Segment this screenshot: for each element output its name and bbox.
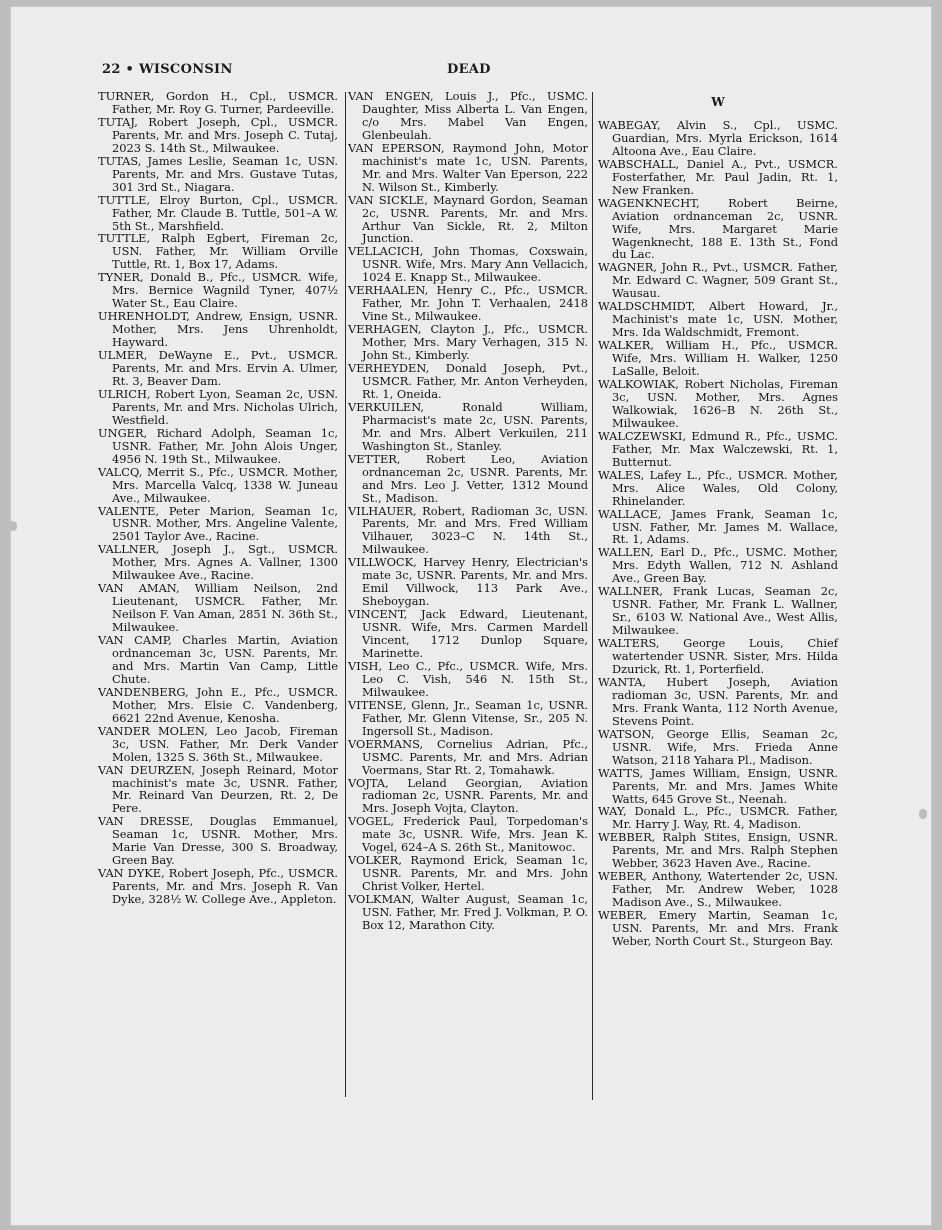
- casualty-entry: WALES, Lafey L., Pfc., USMCR. Mother, Mrs. Alice Wales, Old Colony, Rhinelander.: [598, 467, 838, 508]
- casualty-entry: VAN AMAN, William Neilson, 2nd Lieutenant, USMCR. Father, Mr. Neilson F. Van Aman, 2851 N. 36th St., Milwaukee.: [98, 581, 338, 635]
- casualty-entry: VINCENT, Jack Edward, Lieutenant, USNR. Wife, Mrs. Carmen Mardell Vincent, 1712 Dunlop Square, Marinette.: [348, 607, 588, 660]
- casualty-entry: VERHAALEN, Henry C., Pfc., USMCR. Father, Mr. John T. Verhaalen, 2418 Vine St., Milwaukee.: [348, 283, 588, 324]
- casualty-entry: WALDSCHMIDT, Albert Howard, Jr., Machinist's mate 1c, USN. Mother, Mrs. Ida Waldschmidt, Fremont.: [598, 299, 838, 340]
- column-divider: [592, 92, 593, 1100]
- casualty-entry: WATSON, George Ellis, Seaman 2c, USNR. Wife, Mrs. Frieda Anne Watson, 2118 Yahara Pl., Madison.: [598, 726, 838, 767]
- casualty-entry: WAGNER, John R., Pvt., USMCR. Father, Mr. Edward C. Wagner, 509 Grant St., Wausau.: [598, 260, 838, 301]
- casualty-entry: VOGEL, Frederick Paul, Torpedoman's mate 3c, USNR. Wife, Mrs. Jean K. Vogel, 624–A S. 26th St., Manitowoc.: [348, 814, 588, 855]
- casualty-entry: UNGER, Richard Adolph, Seaman 1c, USNR. Father, Mr. John Alois Unger, 4956 N. 19th St., Milwaukee.: [98, 425, 338, 466]
- casualty-entry: ULMER, DeWayne E., Pvt., USMCR. Parents, Mr. and Mrs. Ervin A. Ulmer, Rt. 3, Beaver Dam.: [98, 348, 338, 388]
- casualty-entry: WALCZEWSKI, Edmund R., Pfc., USMC. Father, Mr. Max Walczewski, Rt. 1, Butternut.: [598, 428, 838, 469]
- casualty-entry: WABSCHALL, Daniel A., Pvt., USMCR. Fosterfather, Mr. Paul Jadin, Rt. 1, New Franken.: [598, 156, 838, 197]
- casualty-entry: VITENSE, Glenn, Jr., Seaman 1c, USNR. Father, Mr. Glenn Vitense, Sr., 205 N. Ingersoll St., Madison.: [348, 697, 588, 738]
- casualty-entry: VANDENBERG, John E., Pfc., USMCR. Mother, Mrs. Elsie C. Vandenberg, 6621 22nd Avenue, Kenosha.: [98, 684, 338, 725]
- casualty-entry: VOLKER, Raymond Erick, Seaman 1c, USNR. Parents, Mr. and Mrs. John Christ Volker, Hertel.: [348, 853, 588, 894]
- casualty-entry: VERHAGEN, Clayton J., Pfc., USMCR. Mother, Mrs. Mary Verhagen, 315 N. John St., Kimberly.: [348, 322, 588, 363]
- casualty-entry: WEBER, Emery Martin, Seaman 1c, USN. Parents, Mr. and Mrs. Frank Weber, North Court St., Sturgeon Bay.: [598, 908, 838, 948]
- casualty-entry: WATTS, James William, Ensign, USNR. Parents, Mr. and Mrs. James White Watts, 645 Grove St., Neenah.: [598, 765, 838, 806]
- punch-hole: [919, 809, 927, 819]
- column-2: [348, 90, 588, 932]
- casualty-entry: VAN SICKLE, Maynard Gordon, Seaman 2c, USNR. Parents, Mr. and Mrs. Arthur Van Sickle, Rt. 2, Milton Junction.: [348, 192, 588, 246]
- casualty-entry: WEBBER, Ralph Stites, Ensign, USNR. Parents, Mr. and Mrs. Ralph Stephen Webber, 3623 Haven Ave., Racine.: [598, 830, 838, 871]
- casualty-entry: WAGENKNECHT, Robert Beirne, Aviation ordnanceman 2c, USNR. Wife, Mrs. Margaret Marie Wagenknecht, 188 E. 13th St., Fond du Lac.: [598, 195, 838, 262]
- casualty-entry: TUTAS, James Leslie, Seaman 1c, USN. Parents, Mr. and Mrs. Gustave Tutas, 301 3rd St., Niagara.: [98, 153, 338, 194]
- casualty-entry: VILLWOCK, Harvey Henry, Electrician's mate 3c, USNR. Parents, Mr. and Mrs. Emil Villwock, 113 Park Ave., Sheboygan.: [348, 555, 588, 609]
- casualty-entry: VOLKMAN, Walter August, Seaman 1c, USN. Father, Mr. Fred J. Volkman, P. O. Box 12, Marathon City.: [348, 892, 588, 932]
- casualty-entry: VAN DRESSE, Douglas Emmanuel, Seaman 1c, USNR. Mother, Mrs. Marie Van Dresse, 300 S. Broadway, Green Bay.: [98, 814, 338, 868]
- casualty-entry: VALCQ, Merrit S., Pfc., USMCR. Mother, Mrs. Marcella Valcq, 1338 W. Juneau Ave., Milwaukee.: [98, 464, 338, 505]
- column-1: [98, 90, 338, 906]
- casualty-entry: VAN CAMP, Charles Martin, Aviation ordnanceman 3c, USN. Parents, Mr. and Mrs. Martin Van Camp, Little Chute.: [98, 633, 338, 686]
- casualty-entry: WALLEN, Earl D., Pfc., USMC. Mother, Mrs. Edyth Wallen, 712 N. Ashland Ave., Green Bay.: [598, 545, 838, 586]
- casualty-entry: VAN DEURZEN, Joseph Reinard, Motor machinist's mate 3c, USNR. Father, Mr. Reinard Van Deurzen, Rt. 2, De Pere.: [98, 762, 338, 816]
- casualty-entry: WALLNER, Frank Lucas, Seaman 2c, USNR. Father, Mr. Frank L. Wallner, Sr., 6103 W. National Ave., West Allis, Milwaukee.: [598, 584, 838, 638]
- casualty-entry: VAN EPERSON, Raymond John, Motor machinist's mate 1c, USN. Parents, Mr. and Mrs. Walter Van Eperson, 222 N. Wilson St., Kimberly.: [348, 140, 588, 194]
- casualty-entry: TUTTLE, Ralph Egbert, Fireman 2c, USN. Father, Mr. William Orville Tuttle, Rt. 1, Box 17, Adams.: [98, 231, 338, 272]
- casualty-entry: UHRENHOLDT, Andrew, Ensign, USNR. Mother, Mrs. Jens Uhrenholdt, Hayward.: [98, 309, 338, 350]
- casualty-entry: TUTTLE, Elroy Burton, Cpl., USMCR. Father, Mr. Claude B. Tuttle, 501–A W. 5th St., Marshfield.: [98, 192, 338, 233]
- casualty-entry: WALKER, William H., Pfc., USMCR. Wife, Mrs. William H. Walker, 1250 LaSalle, Beloit.: [598, 338, 838, 379]
- casualty-entry: WAY, Donald L., Pfc., USMCR. Father, Mr. Harry J. Way, Rt. 4, Madison.: [598, 804, 838, 832]
- casualty-entry: VELLACICH, John Thomas, Coxswain, USNR. Wife, Mrs. Mary Ann Vellacich, 1024 E. Knapp St., Milwaukee.: [348, 244, 588, 285]
- casualty-entry: VALENTE, Peter Marion, Seaman 1c, USNR. Mother, Mrs. Angeline Valente, 2501 Taylor Ave., Racine.: [98, 503, 338, 544]
- casualty-entry: VERHEYDEN, Donald Joseph, Pvt., USMCR. Father, Mr. Anton Verheyden, Rt. 1, Oneida.: [348, 361, 588, 401]
- casualty-entry: WALTERS, George Louis, Chief watertender USNR. Sister, Mrs. Hilda Dzurick, Rt. 1, Porterfield.: [598, 636, 838, 676]
- casualty-entry: WEBER, Anthony, Watertender 2c, USN. Father, Mr. Andrew Weber, 1028 Madison Ave., S., Milwaukee.: [598, 869, 838, 910]
- casualty-entry: VALLNER, Joseph J., Sgt., USMCR. Mother, Mrs. Agnes A. Vallner, 1300 Milwaukee Ave., Racine.: [98, 542, 338, 583]
- casualty-entry: TYNER, Donald B., Pfc., USMCR. Wife, Mrs. Bernice Wagnild Tyner, 407½ Water St., Eau Claire.: [98, 270, 338, 311]
- casualty-entry: WALLACE, James Frank, Seaman 1c, USN. Father, Mr. James M. Wallace, Rt. 1, Adams.: [598, 506, 838, 547]
- casualty-entry: VOJTA, Leland Georgian, Aviation radioman 2c, USNR. Parents, Mr. and Mrs. Joseph Vojta, Clayton.: [348, 775, 588, 816]
- column-3: [598, 90, 838, 948]
- casualty-entry: VAN ENGEN, Louis J., Pfc., USMC. Daughter, Miss Alberta L. Van Engen, c/o Mrs. Mabel Van Engen, Glenbeulah.: [348, 89, 588, 142]
- casualty-entry: WANTA, Hubert Joseph, Aviation radioman 3c, USN. Parents, Mr. and Mrs. Frank Wanta, 112 North Avenue, Stevens Point.: [598, 674, 838, 728]
- casualty-entry: ULRICH, Robert Lyon, Seaman 2c, USN. Parents, Mr. and Mrs. Nicholas Ulrich, Westfield.: [98, 386, 338, 427]
- casualty-entry: WABEGAY, Alvin S., Cpl., USMC. Guardian, Mrs. Myrla Erickson, 1614 Altoona Ave., Eau Claire.: [598, 117, 838, 158]
- casualty-entry: TUTAJ, Robert Joseph, Cpl., USMCR. Parents, Mr. and Mrs. Joseph C. Tutaj, 2023 S. 14th St., Milwaukee.: [98, 114, 338, 155]
- page-number-state: 22 • WISCONSIN: [102, 62, 233, 77]
- casualty-entry: TURNER, Gordon H., Cpl., USMCR. Father, Mr. Roy G. Turner, Pardeeville.: [98, 89, 338, 116]
- casualty-entry: VAN DYKE, Robert Joseph, Pfc., USMCR. Parents, Mr. and Mrs. Joseph R. Van Dyke, 328½ W. College Ave., Appleton.: [98, 866, 338, 907]
- section-title: DEAD: [447, 62, 491, 77]
- casualty-entry: VETTER, Robert Leo, Aviation ordnanceman 2c, USNR. Parents, Mr. and Mrs. Leo J. Vetter, 1312 Mound St., Madison.: [348, 451, 588, 505]
- punch-hole: [9, 521, 17, 531]
- page-header: [102, 62, 842, 82]
- casualty-entry: VISH, Leo C., Pfc., USMCR. Wife, Mrs. Leo C. Vish, 546 N. 15th St., Milwaukee.: [348, 658, 588, 699]
- casualty-entry: VILHAUER, Robert, Radioman 3c, USN. Parents, Mr. and Mrs. Fred William Vilhauer, 3023–C N. 14th St., Milwaukee.: [348, 503, 588, 557]
- letter-heading: W: [711, 95, 725, 109]
- casualty-entry: VERKUILEN, Ronald William, Pharmacist's mate 2c, USN. Parents, Mr. and Mrs. Albert Verkuilen, 211 Washington St., Stanley.: [348, 399, 588, 453]
- casualty-entry: VOERMANS, Cornelius Adrian, Pfc., USMC. Parents, Mr. and Mrs. Adrian Voermans, Star Rt. 2, Tomahawk.: [348, 736, 588, 777]
- column-divider: [345, 92, 346, 1097]
- casualty-entry: VANDER MOLEN, Leo Jacob, Fireman 3c, USN. Father, Mr. Derk Vander Molen, 1325 S. 36th St., Milwaukee.: [98, 723, 338, 764]
- casualty-entry: WALKOWIAK, Robert Nicholas, Fireman 3c, USN. Mother, Mrs. Agnes Walkowiak, 1626–B N. 26th St., Milwaukee.: [598, 377, 838, 430]
